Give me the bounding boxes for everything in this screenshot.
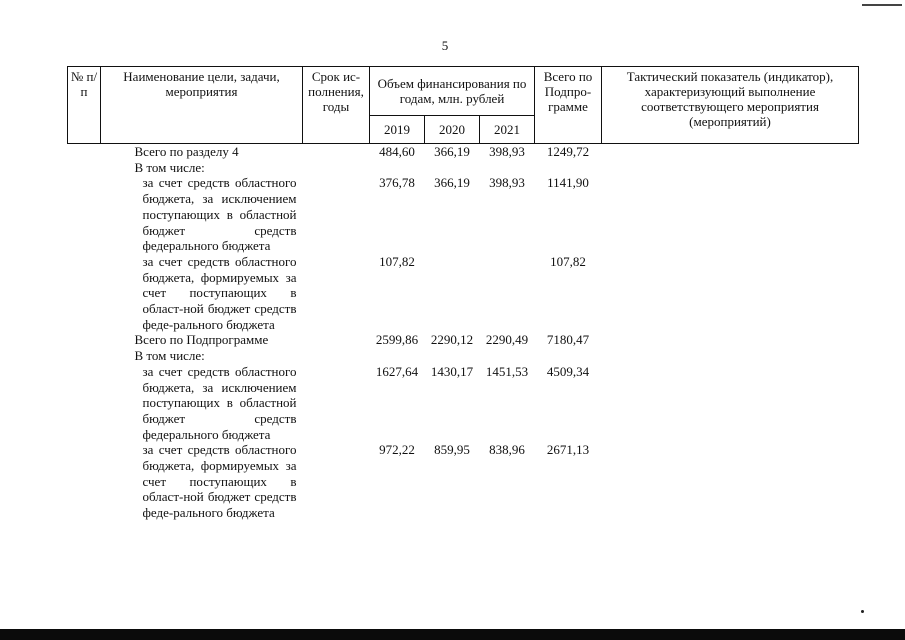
finance-table bbox=[67, 66, 859, 521]
cell-name: за счет средств областного бюджета, формируемых за счет поступающих в област-ной бюджет средств феде-рального бюджета bbox=[142, 253, 297, 332]
header-term: Срок ис-полнения, годы bbox=[303, 67, 370, 144]
cell-num bbox=[68, 442, 101, 521]
cell-term bbox=[303, 160, 370, 176]
cell-term bbox=[303, 175, 370, 254]
cell-num bbox=[68, 175, 101, 254]
table-row bbox=[68, 348, 859, 364]
table-row bbox=[68, 332, 859, 348]
cell-2019 bbox=[370, 348, 425, 364]
cell-name: за счет средств областного бюджета, за исключением поступающих в областной бюджет средств федерального бюджета bbox=[142, 363, 297, 442]
cell-total: 2671,13 bbox=[546, 442, 590, 458]
cell-2020 bbox=[425, 348, 480, 364]
table-header bbox=[68, 67, 859, 144]
cell-name: Всего по разделу 4 bbox=[134, 144, 239, 159]
cell-indicator bbox=[602, 364, 859, 443]
cell-indicator bbox=[602, 144, 859, 160]
header-year-2021: 2021 bbox=[480, 116, 535, 144]
cell-2021 bbox=[480, 254, 535, 333]
scan-mark bbox=[862, 4, 902, 6]
cell-num bbox=[68, 364, 101, 443]
cell-indicator bbox=[602, 348, 859, 364]
cell-total: 107,82 bbox=[550, 253, 586, 269]
cell-indicator bbox=[602, 175, 859, 254]
cell-term bbox=[303, 254, 370, 333]
cell-2020: 859,95 bbox=[434, 442, 470, 458]
cell-name: за счет средств областного бюджета, за исключением поступающих в областной бюджет средств федерального бюджета bbox=[142, 175, 297, 254]
table-row bbox=[68, 364, 859, 443]
cell-indicator bbox=[602, 332, 859, 348]
cell-2020 bbox=[425, 254, 480, 333]
header-finance: Объем финансирования по годам, млн. рублей bbox=[370, 67, 535, 116]
cell-2020: 1430,17 bbox=[430, 363, 474, 379]
table-row bbox=[68, 442, 859, 521]
cell-num bbox=[68, 332, 101, 348]
cell-total: 1141,90 bbox=[547, 175, 589, 191]
cell-total bbox=[535, 348, 602, 364]
cell-term bbox=[303, 442, 370, 521]
cell-indicator bbox=[602, 442, 859, 521]
cell-num bbox=[68, 144, 101, 160]
cell-2019: 1627,64 bbox=[375, 363, 419, 379]
cell-2019: 376,78 bbox=[379, 175, 415, 191]
cell-2019: 972,22 bbox=[379, 442, 415, 458]
cell-2020: 366,19 bbox=[434, 175, 470, 191]
cell-2020: 2290,12 bbox=[430, 332, 474, 348]
cell-2020 bbox=[425, 160, 480, 176]
cell-name: В том числе: bbox=[134, 159, 205, 175]
cell-2021: 398,93 bbox=[489, 144, 525, 159]
cell-total: 7180,47 bbox=[546, 332, 590, 348]
scan-dot bbox=[861, 610, 864, 613]
header-year-2020: 2020 bbox=[425, 116, 480, 144]
cell-2019: 484,60 bbox=[379, 144, 415, 159]
cell-term bbox=[303, 348, 370, 364]
cell-indicator bbox=[602, 160, 859, 176]
cell-2019: 107,82 bbox=[379, 253, 415, 269]
cell-term bbox=[303, 144, 370, 160]
cell-total bbox=[535, 160, 602, 176]
cell-name: за счет средств областного бюджета, формируемых за счет поступающих в област-ной бюджет средств феде-рального бюджета bbox=[142, 442, 297, 521]
cell-2019: 2599,86 bbox=[375, 332, 419, 348]
cell-2021: 398,93 bbox=[489, 175, 525, 191]
cell-name: В том числе: bbox=[134, 348, 205, 364]
cell-2021: 2290,49 bbox=[485, 332, 529, 348]
table-row bbox=[68, 254, 859, 333]
table-body bbox=[68, 144, 859, 521]
header-num: № п/п bbox=[68, 67, 101, 144]
scan-bottom-edge bbox=[0, 629, 905, 640]
cell-num bbox=[68, 348, 101, 364]
cell-2021: 1451,53 bbox=[485, 363, 529, 379]
header-name: Наименование цели, задачи, мероприятия bbox=[101, 67, 303, 144]
table-row bbox=[68, 160, 859, 176]
cell-term bbox=[303, 364, 370, 443]
header-year-2019: 2019 bbox=[370, 116, 425, 144]
header-total: Всего по Подпро-грамме bbox=[535, 67, 602, 144]
cell-2020: 366,19 bbox=[434, 144, 470, 159]
cell-term bbox=[303, 332, 370, 348]
cell-name: Всего по Подпрограмме bbox=[134, 332, 269, 348]
cell-indicator bbox=[602, 254, 859, 333]
cell-total: 4509,34 bbox=[546, 363, 590, 379]
document-page bbox=[67, 66, 858, 521]
header-indicator: Тактический показатель (индикатор), характеризующий выполнение соответствующего мероприятия (мероприятий) bbox=[602, 67, 859, 144]
table-row bbox=[68, 144, 859, 160]
cell-num bbox=[68, 254, 101, 333]
cell-2021: 838,96 bbox=[489, 442, 525, 458]
page-number: 5 bbox=[441, 38, 449, 53]
cell-2021 bbox=[480, 348, 535, 364]
cell-total: 1249,72 bbox=[546, 144, 590, 159]
cell-num bbox=[68, 160, 101, 176]
table-row bbox=[68, 175, 859, 254]
cell-2021 bbox=[480, 160, 535, 176]
cell-2019 bbox=[370, 160, 425, 176]
